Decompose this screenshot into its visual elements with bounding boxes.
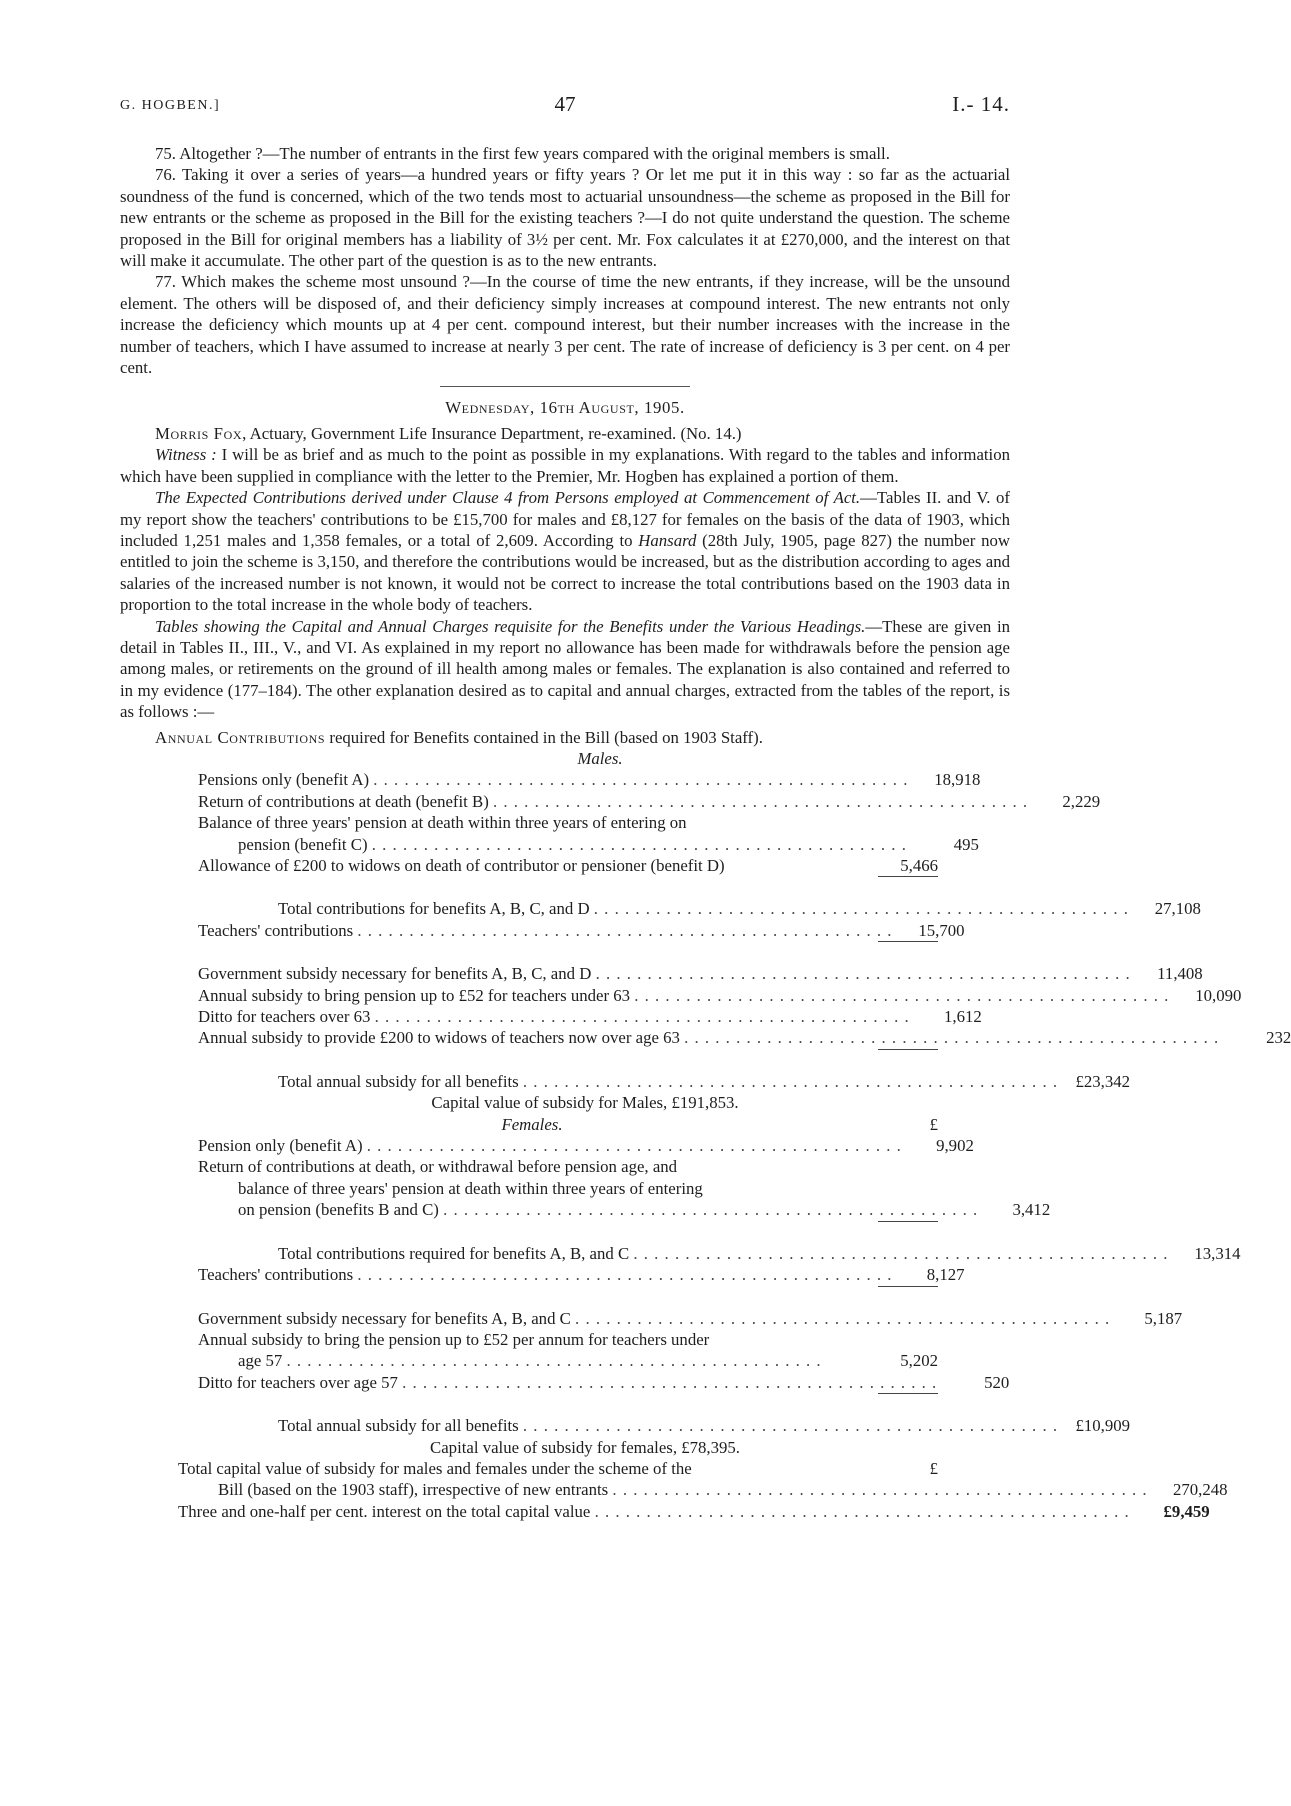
question-76: 76. Taking it over a series of years—a hundred years or fifty years ? Or let me put it in this way : so far as the actuarial soundness of the fund is concerned, which of the two tends most to actuarial unsoundness—the scheme as proposed in the Bill for new entrants or the scheme as proposed in the Bill for the existing teachers ?—I do not quite understand the question. The scheme proposed in the Bill for original members has a liability of 3½ per cent. Mr. Fox calculates it at £270,000, and the interest on that will make it accumulate. The other part of the question is as to the new entrants. bbox=[120, 165, 1010, 271]
row-label bbox=[198, 791, 1028, 812]
row-value: 270,248 bbox=[1173, 1480, 1228, 1500]
total-contributions-row bbox=[198, 1243, 1241, 1264]
table-row bbox=[198, 855, 938, 876]
row-label-text: Ditto for teachers over age 57 bbox=[198, 1372, 398, 1392]
dot-leader: . . . . . . . . . . . . . . . . . . . . . . . . . . . . . . . . . . . . . . . . . . . . . . . . . . . . bbox=[402, 1372, 938, 1392]
header-paper-reference: I.- 14. bbox=[952, 92, 1010, 116]
row-label: Annual subsidy to bring the pension up to £52 per annum for teachers under bbox=[198, 1329, 710, 1349]
table-title-caps: Annual Contributions bbox=[155, 727, 326, 747]
row-label-text: Return of contributions at death (benefit B) bbox=[198, 791, 489, 811]
row-value: 18,918 bbox=[934, 770, 981, 790]
table-row bbox=[198, 1308, 1183, 1329]
document-body bbox=[120, 143, 1291, 1522]
table-row bbox=[198, 985, 1242, 1006]
row-label: Balance of three years' pension at death within three years of entering on bbox=[198, 813, 687, 833]
currency-symbol: £ bbox=[929, 1458, 938, 1478]
section-divider bbox=[440, 386, 690, 387]
table-row bbox=[198, 1006, 982, 1027]
dot-leader: . . . . . . . . . . . . . . . . . . . . . . . . . . . . . . . . . . . . . . . . . . . . . . . . . . . . bbox=[286, 1351, 822, 1371]
row-value: 1,612 bbox=[943, 1007, 982, 1027]
row-label bbox=[198, 1135, 902, 1156]
table-row bbox=[198, 834, 979, 855]
session-date: Wednesday, 16th August, 1905. bbox=[445, 398, 685, 418]
question-77: 77. Which makes the scheme most unsound ?—In the course of time the new entrants, if they increase, will be the unsound element. The others will be disposed of, and their deficiency simply increases at compound interest. The new entrants not only increase the deficiency which mounts up at 4 per cent. compound interest, but their number increases with the increase in the number of teachers, which I have assumed to increase at nearly 3 per cent. The rate of increase of deficiency is 3 per cent. on 4 per cent. bbox=[120, 272, 1010, 378]
dot-leader: . . . . . . . . . . . . . . . . . . . . . . . . . . . . . . . . . . . . . . . . . . . . . . . . . . . . bbox=[634, 985, 1170, 1005]
males-heading: Males. bbox=[577, 748, 623, 768]
row-label-text: Government subsidy necessary for benefits A, B, C, and D bbox=[198, 964, 592, 984]
tables-text: —These are given in detail in Tables II., III., V., and VI. As explained in my report no allowance has been made for withdrawals before the pension age among males, or retirements on the ground of ill health among males or females. The explanation is also contained and referred to in my evidence (177–184). The other explanation desired as to capital and annual charges, extracted from the tables of the report, is as follows :— bbox=[120, 616, 1011, 722]
table-row bbox=[198, 1156, 938, 1177]
summary-table bbox=[178, 1458, 1228, 1522]
dot-leader: . . . . . . . . . . . . . . . . . . . . . . . . . . . . . . . . . . . . . . . . . . . . . . . . . . . . bbox=[357, 920, 893, 940]
dot-leader: . . . . . . . . . . . . . . . . . . . . . . . . . . . . . . . . . . . . . . . . . . . . . . . . . . . . bbox=[443, 1200, 979, 1220]
row-value: 9,902 bbox=[936, 1136, 974, 1156]
header-page-number: 47 bbox=[554, 92, 576, 116]
currency-symbol: £ bbox=[929, 1114, 938, 1134]
clause-4-paragraph bbox=[120, 487, 1010, 615]
tables-heading: Tables showing the Capital and Annual Charges requisite for the Benefits under the Various Headings. bbox=[155, 616, 866, 636]
females-capital-value: Capital value of subsidy for females, £78,395. bbox=[430, 1437, 740, 1457]
table-row bbox=[198, 1135, 974, 1156]
table-title bbox=[120, 727, 1010, 748]
row-label: balance of three years' pension at death within three years of entering bbox=[238, 1178, 703, 1198]
table-row bbox=[198, 769, 981, 790]
row-label-text: Total contributions required for benefits A, B, and C bbox=[278, 1243, 630, 1263]
row-value: 520 bbox=[984, 1372, 1010, 1392]
row-label-text: Ditto for teachers over 63 bbox=[198, 1007, 371, 1027]
row-label bbox=[198, 834, 907, 855]
table-row bbox=[198, 812, 938, 833]
row-value: 232 bbox=[1266, 1028, 1291, 1048]
row-label bbox=[198, 1027, 1219, 1048]
row-label-text: Annual subsidy to bring pension up to £52 for teachers under 63 bbox=[198, 985, 631, 1005]
tables-paragraph bbox=[120, 616, 1010, 723]
row-label bbox=[198, 1243, 1169, 1264]
table-row bbox=[198, 1350, 938, 1371]
row-value: 5,187 bbox=[1144, 1308, 1183, 1328]
row-label bbox=[198, 1199, 978, 1220]
row-value: 15,700 bbox=[918, 920, 965, 940]
row-label bbox=[198, 963, 1131, 984]
witness-label: Witness : bbox=[155, 445, 217, 465]
row-label bbox=[198, 1350, 866, 1371]
row-value: 5,202 bbox=[900, 1351, 938, 1371]
row-label-text: Pensions only (benefit A) bbox=[198, 770, 370, 790]
page-header bbox=[120, 92, 1010, 122]
summary-row bbox=[178, 1479, 1228, 1500]
row-label-text: Government subsidy necessary for benefits A, B, and C bbox=[198, 1308, 571, 1328]
dot-leader: . . . . . . . . . . . . . . . . . . . . . . . . . . . . . . . . . . . . . . . . . . . . . . . . . . . . bbox=[371, 834, 907, 854]
row-label-text: Bill (based on the 1903 staff), irrespective of new entrants bbox=[218, 1480, 609, 1500]
row-label-text: age 57 bbox=[238, 1351, 283, 1371]
row-label bbox=[198, 1071, 1058, 1092]
header-witness-name: G. HOGBEN.] bbox=[120, 98, 221, 113]
row-label bbox=[198, 769, 908, 790]
summary-row bbox=[178, 1458, 938, 1479]
total-subsidy-row bbox=[198, 1071, 1131, 1092]
row-label: Allowance of £200 to widows on death of contributor or pensioner (benefit D) bbox=[198, 856, 725, 875]
hansard-reference: Hansard bbox=[638, 530, 697, 550]
row-label bbox=[198, 1372, 937, 1393]
row-value: 10,090 bbox=[1195, 985, 1242, 1005]
row-label bbox=[198, 1415, 1058, 1436]
females-heading-row bbox=[198, 1114, 938, 1135]
dot-leader: . . . . . . . . . . . . . . . . . . . . . . . . . . . . . . . . . . . . . . . . . . . . . . . . . . . . bbox=[522, 1416, 1059, 1436]
total-contributions-row bbox=[198, 898, 1201, 919]
row-label-text: Pension only (benefit A) bbox=[198, 1136, 363, 1156]
row-label bbox=[178, 1501, 1130, 1522]
dot-leader: . . . . . . . . . . . . . . . . . . . . . . . . . . . . . . . . . . . . . . . . . . . . . . . . . . . . bbox=[374, 1007, 910, 1027]
clause-4-heading: The Expected Contributions derived under Clause 4 from Persons employed at Commencement of Act. bbox=[155, 488, 861, 508]
row-value: 13,314 bbox=[1194, 1243, 1241, 1263]
row-label bbox=[198, 1308, 1110, 1329]
row-label bbox=[198, 920, 893, 941]
row-value: 8,127 bbox=[926, 1265, 965, 1285]
witness-statement bbox=[120, 444, 1010, 487]
row-label-text: pension (benefit C) bbox=[238, 834, 368, 854]
teachers-contributions-row bbox=[198, 920, 965, 941]
table-row bbox=[198, 1329, 938, 1350]
witness-heading-rest: , Actuary, Government Life Insurance Department, re-examined. (No. 14.) bbox=[242, 423, 742, 443]
row-label-text: Teachers' contributions bbox=[198, 1265, 354, 1285]
row-label: Total capital value of subsidy for males and females under the scheme of the bbox=[178, 1458, 692, 1478]
row-label-text: on pension (benefits B and C) bbox=[238, 1200, 439, 1220]
dot-leader: . . . . . . . . . . . . . . . . . . . . . . . . . . . . . . . . . . . . . . . . . . . . . . . . . . . . bbox=[595, 964, 1131, 984]
table-row bbox=[198, 1027, 1291, 1048]
row-value: 11,408 bbox=[1157, 964, 1203, 984]
row-label bbox=[178, 1479, 1148, 1500]
row-label-text: Total annual subsidy for all benefits bbox=[278, 1416, 519, 1436]
dot-leader: . . . . . . . . . . . . . . . . . . . . . . . . . . . . . . . . . . . . . . . . . . . . . . . . . . . . bbox=[366, 1136, 902, 1156]
females-heading: Females. bbox=[501, 1114, 563, 1134]
witness-name: Morris Fox bbox=[155, 423, 243, 443]
row-value: 495 bbox=[953, 834, 979, 854]
row-label bbox=[198, 1006, 910, 1027]
dot-leader: . . . . . . . . . . . . . . . . . . . . . . . . . . . . . . . . . . . . . . . . . . . . . . . . . . . . bbox=[594, 1501, 1130, 1521]
row-label-text: Total annual subsidy for all benefits bbox=[278, 1071, 519, 1091]
row-label-text: Three and one-half per cent. interest on the total capital value bbox=[178, 1501, 591, 1521]
row-value: £10,909 bbox=[1075, 1416, 1131, 1436]
row-value: 3,412 bbox=[1012, 1200, 1051, 1220]
dot-leader: . . . . . . . . . . . . . . . . . . . . . . . . . . . . . . . . . . . . . . . . . . . . . . . . . . . . bbox=[612, 1480, 1148, 1500]
row-label-text: Annual subsidy to provide £200 to widows of teachers now over age 63 bbox=[198, 1028, 680, 1048]
row-value: £23,342 bbox=[1075, 1071, 1131, 1091]
total-subsidy-row bbox=[198, 1415, 1131, 1436]
table-row bbox=[198, 963, 1203, 984]
table-row bbox=[198, 791, 1101, 812]
row-label: Return of contributions at death, or withdrawal before pension age, and bbox=[198, 1157, 678, 1177]
witness-statement-text: I will be as brief and as much to the point as possible in my explanations. With regard to the tables and information which have been supplied in compliance with the letter to the Premier, Mr. Hogben has explained a portion of them. bbox=[120, 445, 1011, 486]
males-capital-value: Capital value of subsidy for Males, £191,853. bbox=[431, 1093, 739, 1113]
table-row bbox=[198, 1372, 1010, 1393]
row-value: £9,459 bbox=[1163, 1501, 1210, 1521]
dot-leader: . . . . . . . . . . . . . . . . . . . . . . . . . . . . . . . . . . . . . . . . . . . . . . . . . . . . bbox=[575, 1308, 1111, 1328]
table-row bbox=[198, 1178, 938, 1199]
males-table bbox=[198, 769, 1291, 1092]
row-value: 27,108 bbox=[1154, 899, 1201, 919]
dot-leader: . . . . . . . . . . . . . . . . . . . . . . . . . . . . . . . . . . . . . . . . . . . . . . . . . . . . bbox=[633, 1243, 1169, 1263]
witness-heading bbox=[120, 423, 1010, 444]
summary-row bbox=[178, 1501, 1210, 1522]
row-label-text: Total contributions for benefits A, B, C, and D bbox=[278, 899, 590, 919]
teachers-contributions-row bbox=[198, 1264, 965, 1285]
dot-leader: . . . . . . . . . . . . . . . . . . . . . . . . . . . . . . . . . . . . . . . . . . . . . . . . . . . . bbox=[593, 899, 1129, 919]
question-75: 75. Altogether ?—The number of entrants in the first few years compared with the original members is small. bbox=[155, 144, 890, 163]
row-value: 2,229 bbox=[1062, 791, 1101, 811]
row-label bbox=[198, 898, 1129, 919]
row-label-text: Teachers' contributions bbox=[198, 920, 354, 940]
table-row bbox=[198, 1199, 1051, 1220]
row-label bbox=[198, 1264, 893, 1285]
dot-leader: . . . . . . . . . . . . . . . . . . . . . . . . . . . . . . . . . . . . . . . . . . . . . . . . . . . . bbox=[493, 791, 1029, 811]
clause-4-text-1: —Tables II. and V. of my report show the teachers' contributions to be £15,700 for males and £8,127 for females on the basis of the data of 1903, which included 1,251 males and 1,358 females, or a total of 2,609. According to bbox=[120, 488, 1010, 550]
table-title-rest: required for Benefits contained in the Bill (based on 1903 Staff). bbox=[325, 727, 763, 747]
dot-leader: . . . . . . . . . . . . . . . . . . . . . . . . . . . . . . . . . . . . . . . . . . . . . . . . . . . . bbox=[373, 770, 909, 790]
dot-leader: . . . . . . . . . . . . . . . . . . . . . . . . . . . . . . . . . . . . . . . . . . . . . . . . . . . . bbox=[522, 1071, 1059, 1091]
row-label bbox=[198, 985, 1169, 1006]
row-value: 5,466 bbox=[900, 856, 938, 875]
females-table bbox=[198, 1135, 1241, 1436]
clause-4-text-2: (28th July, 1905, page 827) the number now entitled to join the scheme is 3,150, and therefore the contributions would be increased, but as the distribution according to ages and salaries of the increased number is not known, it would not be correct to increase the total contributions based on the 1903 data in proportion to the total increase in the whole body of teachers. bbox=[120, 530, 1010, 615]
dot-leader: . . . . . . . . . . . . . . . . . . . . . . . . . . . . . . . . . . . . . . . . . . . . . . . . . . . . bbox=[684, 1028, 1220, 1048]
dot-leader: . . . . . . . . . . . . . . . . . . . . . . . . . . . . . . . . . . . . . . . . . . . . . . . . . . . . bbox=[357, 1265, 893, 1285]
